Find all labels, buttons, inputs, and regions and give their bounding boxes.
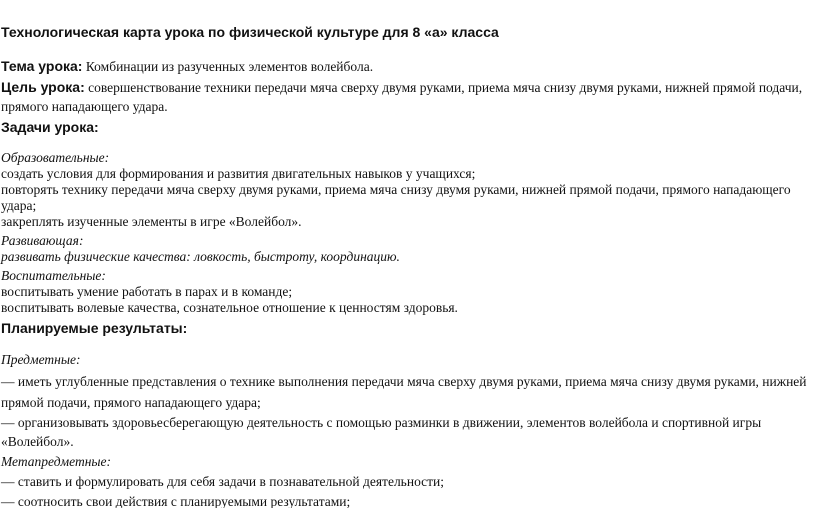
meta-results-label: Метапредметные: (1, 454, 112, 469)
goal-label: Цель урока: (1, 79, 85, 95)
results-heading: Планируемые результаты: (1, 320, 188, 336)
topic-line (1, 58, 373, 76)
tasks-heading: Задачи урока: (1, 119, 99, 135)
subject-result-item: — организовывать здоровьесберегающую деятельность с помощью разминки в движении, элементов волейбола и спортивной игры (1, 415, 762, 430)
goal-value-line2: прямого нападающего удара. (1, 99, 168, 114)
meta-result-item: — ставить и формулировать для себя задачи в познавательной деятельности; (1, 474, 445, 489)
subject-results-label: Предметные: (1, 352, 81, 367)
subject-result-item: прямой подачи, прямого нападающего удара; (1, 395, 261, 410)
educational-item: повторять технику передачи мяча сверху двумя руками, приема мяча снизу двумя руками, нижней прямой подачи, прямого нападающего (1, 182, 791, 197)
upbringing-item: воспитывать волевые качества, сознательное отношение к ценностям здоровья. (1, 300, 458, 315)
upbringing-item: воспитывать умение работать в парах и в команде; (1, 284, 293, 299)
educational-item: удара; (1, 198, 37, 213)
goal-value-line1: совершенствование техники передачи мяча сверху двумя руками, приема мяча снизу двумя руками, нижней прямой подачи, (84, 80, 803, 95)
subject-result-item: «Волейбол». (1, 434, 74, 449)
document-title: Технологическая карта урока по физической культуре для 8 «а» класса (1, 24, 499, 40)
educational-item: создать условия для формирования и развития двигательных навыков у учащихся; (1, 166, 476, 181)
topic-value: Комбинации из разученных элементов волейбола. (82, 59, 374, 74)
upbringing-label: Воспитательные: (1, 268, 106, 283)
meta-result-item: — соотносить свои действия с планируемыми результатами; (1, 494, 351, 508)
developing-text: развивать физические качества: ловкость, быстроту, координацию. (1, 249, 400, 264)
educational-label: Образовательные: (1, 150, 110, 165)
developing-label: Развивающая: (1, 233, 84, 248)
goal-line (1, 79, 802, 97)
educational-item: закреплять изученные элементы в игре «Волейбол». (1, 214, 302, 229)
topic-label: Тема урока: (1, 58, 83, 74)
subject-result-item: — иметь углубленные представления о технике выполнения передачи мяча сверху двумя руками, приема мяча снизу двумя руками, нижней (1, 374, 807, 389)
